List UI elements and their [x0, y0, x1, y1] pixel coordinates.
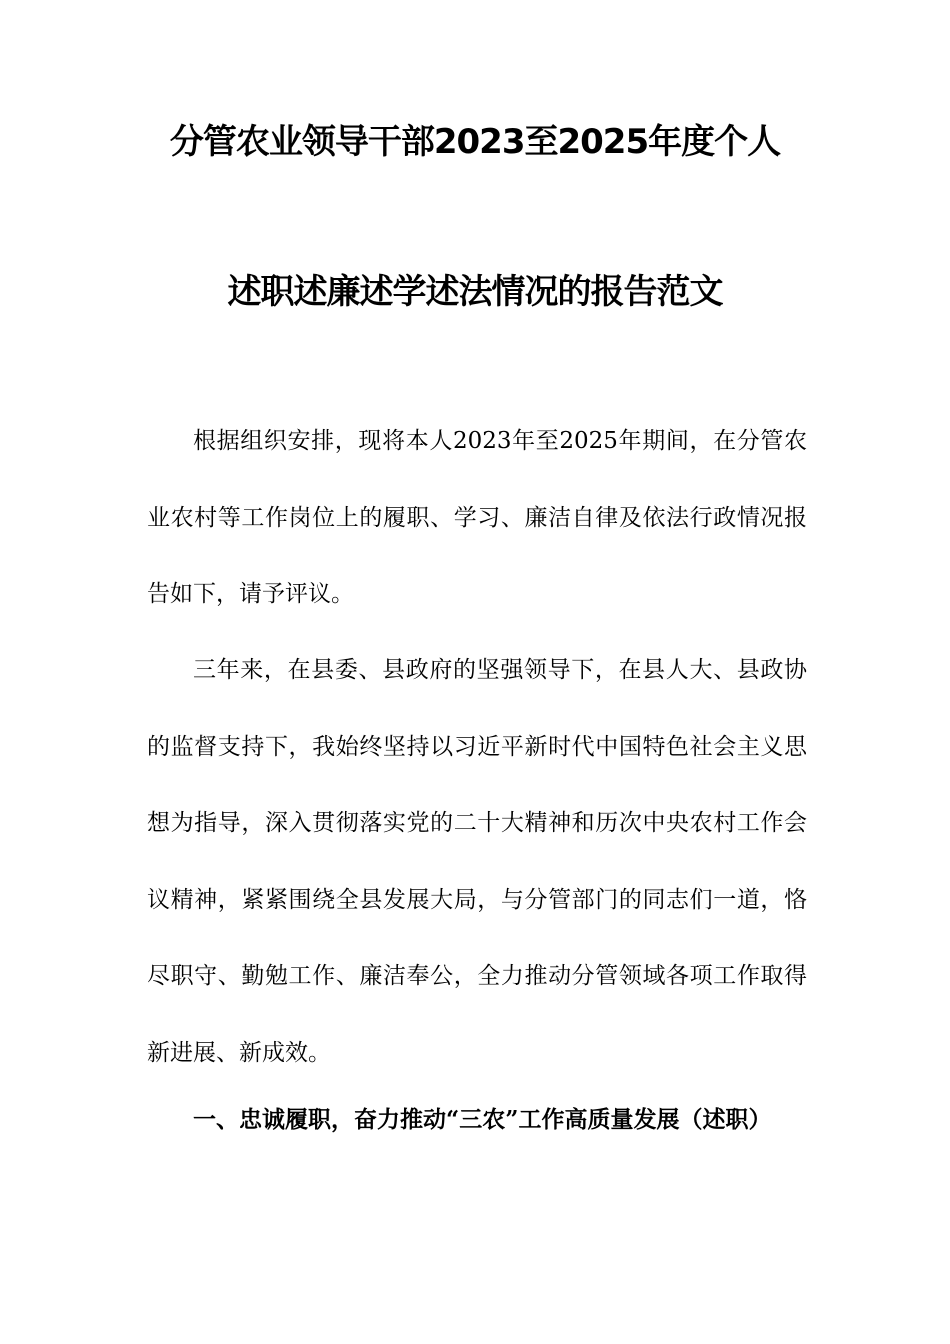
intro-paragraph: 根据组织安排，现将本人2023年至2025年期间，在分管农业农村等工作岗位上的履职、学习、廉洁自律及依法行政情况报告如下，请予评议。: [147, 428, 807, 607]
section-heading: 一、忠诚履职，奋力推动“三农”工作高质量发展（述职）: [193, 1106, 772, 1133]
document-title-line-1: 分管农业领导干部2023至2025年度个人: [169, 122, 781, 162]
summary-paragraph: 三年来，在县委、县政府的坚强领导下，在县人大、县政协的监督支持下，我始终坚持以习近平新时代中国特色社会主义思想为指导，深入贯彻落实党的二十大精神和历次中央农村工作会议精神，紧紧围绕全县发展大局，与分管部门的同志们一道，恪尽职守、勤勉工作、廉洁奉公，全力推动分管领域各项工作取得新进展、新成效。: [147, 657, 807, 1066]
document-title-line-2: 述职述廉述学述法情况的报告范文: [227, 272, 723, 312]
